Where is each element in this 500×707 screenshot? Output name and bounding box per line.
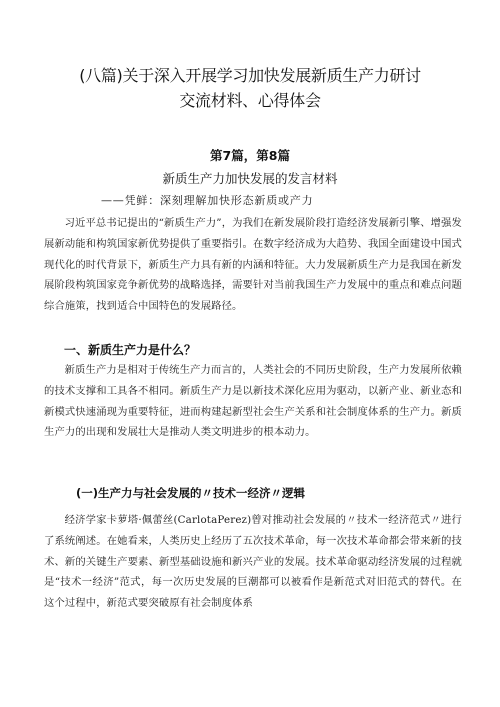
byline: ——凭鲜：深刻理解加快形态新质或产力 [101,194,314,207]
chapter-label: 第7篇，第8篇 [210,148,290,163]
paragraph-perez: 经济学家卡萝塔·佩蕾丝(CarlotaPerez)曾对推动社会发展的〃技术一经济范式〃进行了系统阐述。在她看来，人类历史上经历了五次技术革命，每一次技术革命都会带来新的技术、新的关键生产要素、新型基础设施和新兴产业的发展。技术革命驱动经济发展的过程就是“技术一经济”范式，每一次历史发展的巨潮都可以被看作是新范式对旧范式的替代。在这个过程中，新范式要突破原有社会制度体系 [44,514,462,610]
paragraph-intro: 习近平总书记提出的“新质生产力”，为我们在新发展阶段打造经济发展新引擎、增强发展新动能和构筑国家新优势提供了重要指引。在数字经济成为大趋势、我国全面建设中国式现代化的时代背景下，新质生产力具有新的内涵和特征。大力发展新质生产力是我国在新发展阶段构筑国家竞争新优势的战略选择，需要针对当前我国生产力发展中的重点和难点问题综合施策，找到适合中国特色的发展路径。 [44,217,462,313]
document-title-line-2: 交流材料、心得体会 [179,91,321,110]
speech-title: 新质生产力加快发展的发言材料 [162,171,338,186]
document-title-line-1: (八篇)关于深入开展学习加快发展新质生产力研讨 [79,66,421,85]
subsection-heading-1: (一)生产力与社会发展的〃技术一经济〃逻辑 [76,486,306,500]
section-heading-1: 一、新质生产力是什么？ [64,343,197,357]
paragraph-definition: 新质生产力是相对于传统生产力而言的，人类社会的不同历史阶段，生产力发展所依赖的技术支撑和工具各不相同。新质生产力是以新技术深化应用为驱动，以新产业、新业态和新模式快速涌现为重要特征，进而构建起新型社会生产关系和社会制度体系的生产力。新质生产力的出现和发展壮大是推动人类文明进步的根本动力。 [44,364,462,439]
